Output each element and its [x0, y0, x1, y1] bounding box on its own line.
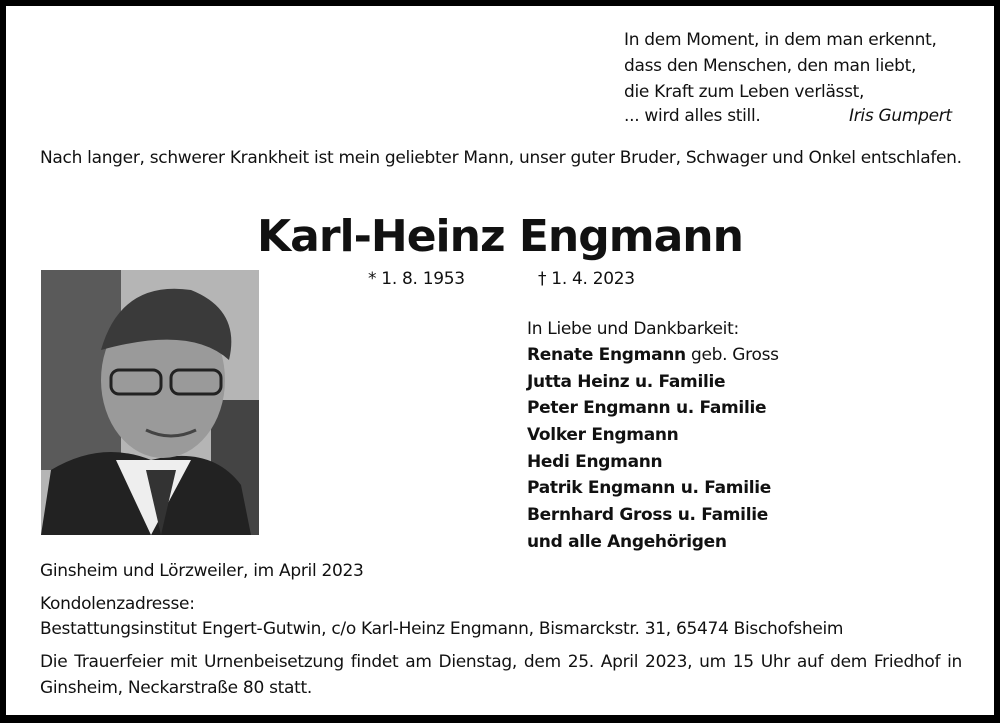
mourner-item: und alle Angehörigen — [527, 532, 727, 552]
mourners-heading: In Liebe und Dankbarkeit: — [527, 319, 739, 339]
funeral-info: Die Trauerfeier mit Urnenbeisetzung findet am Dienstag, dem 25. April 2023, um 15 Uhr auf dem Friedhof in Ginsheim, Neckarstraße 80 statt. — [40, 652, 962, 698]
mourner-suffix: geb. Gross — [685, 345, 779, 365]
condolence-label: Kondolenzadresse: — [40, 594, 195, 614]
mourner-item: Patrik Engmann u. Familie — [527, 478, 772, 498]
quote-line: ... wird alles still. — [624, 106, 761, 126]
mourner-item: Jutta Heinz u. Familie — [527, 372, 726, 392]
quote-author: Iris Gumpert — [849, 106, 952, 126]
condolence-address: Bestattungsinstitut Engert-Gutwin, c/o Karl-Heinz Engmann, Bismarckstr. 31, 65474 Bischofsheim — [40, 619, 844, 639]
quote-line: die Kraft zum Leben verlässt, — [624, 82, 865, 102]
quote-line: dass den Menschen, den man liebt, — [624, 56, 917, 76]
mourner-name: Renate Engmann — [527, 345, 686, 365]
mourner-item: Bernhard Gross u. Familie — [527, 505, 768, 525]
obituary-notice — [6, 6, 994, 715]
intro-text: Nach langer, schwerer Krankheit ist mein geliebter Mann, unser guter Bruder, Schwager und Onkel entschlafen. — [40, 148, 962, 168]
mourner-item: Peter Engmann u. Familie — [527, 398, 767, 418]
deceased-name: Karl-Heinz Engmann — [257, 211, 743, 262]
birth-date: * 1. 8. 1953 — [368, 269, 465, 289]
mourner-item: Hedi Engmann — [527, 452, 663, 472]
portrait-photo — [41, 270, 259, 535]
quote-line: In dem Moment, in dem man erkennt, — [624, 30, 937, 50]
mourner-item — [527, 345, 779, 365]
place-date: Ginsheim und Lörzweiler, im April 2023 — [40, 561, 364, 581]
mourner-item: Volker Engmann — [527, 425, 679, 445]
death-date: † 1. 4. 2023 — [538, 269, 635, 289]
